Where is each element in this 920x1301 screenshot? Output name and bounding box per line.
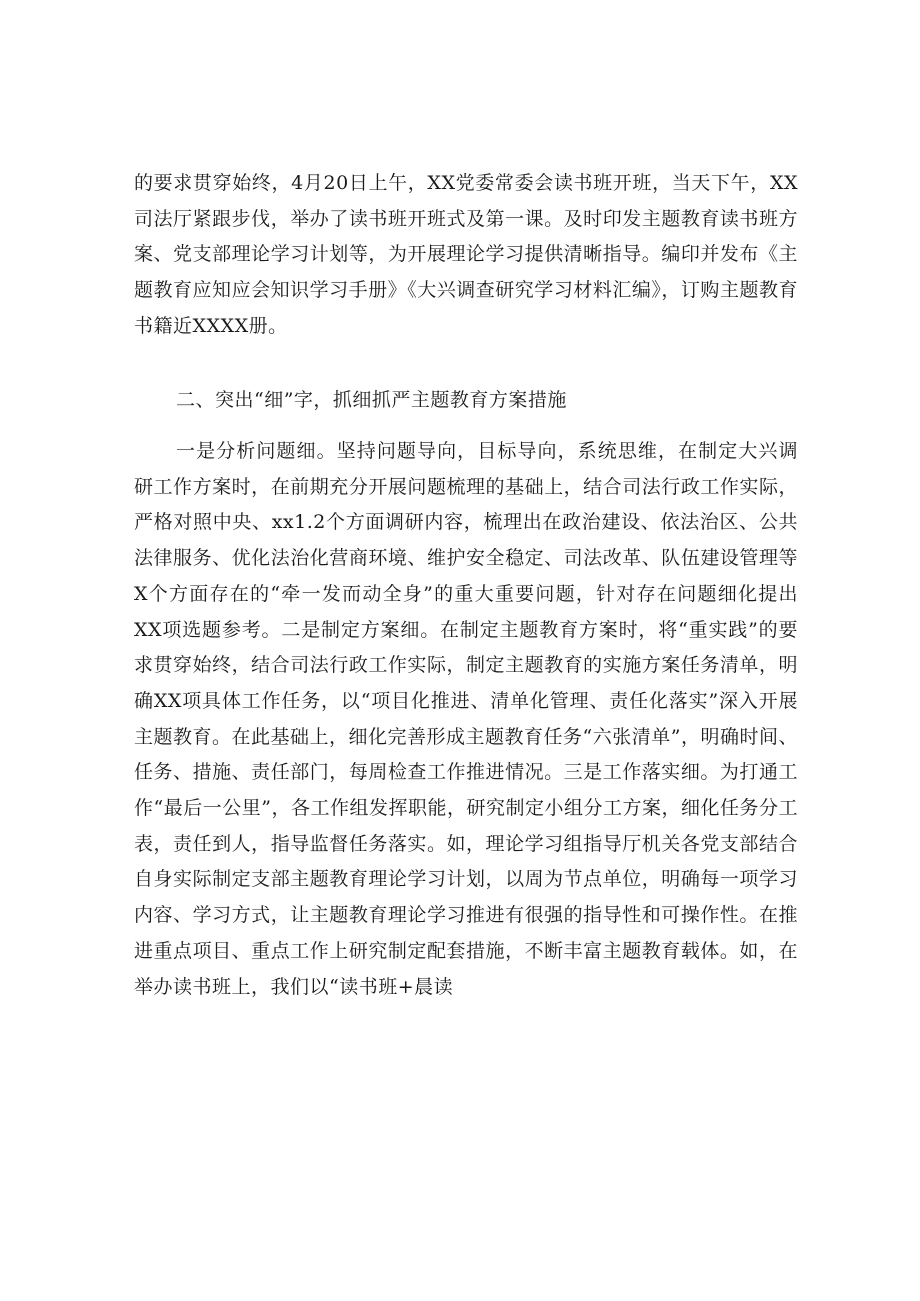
paragraph-continuation: 的要求贯穿始终，4月20日上午，XX党委常委会读书班开班，当天下午，XX司法厅紧跟步伐，举办了读书班开班式及第一课。及时印发主题教育读书班方案、党支部理论学习计划等，为开展理论学习提供清晰指导。编印并发布《主题教育应知应会知识学习手册》《大兴调查研究学习材料汇编》，订购主题教育书籍近XXXX册。 — [134, 172, 798, 337]
paragraph-body: 一是分析问题细。坚持问题导向，目标导向，系统思维，在制定大兴调研工作方案时，在前期充分开展问题梳理的基础上，结合司法行政工作实际，严格对照中央、xx1.2个方面调研内容，梳理出在政治建设、依法治区、公共法律服务、优化法治化营商环境、维护安全稳定、司法改革、队伍建设管理等X个方面存在的“牵一发而动全身”的重大重要问题，针对存在问题细化提出XX项选题参考。二是制定方案细。在制定主题教育方案时，将“重实践”的要求贯穿始终，结合司法行政工作实际，制定主题教育的实施方案任务清单，明确XX项具体工作任务，以“项目化推进、清单化管理、责任化落实”深入开展主题教育。在此基础上，细化完善形成主题教育任务“六张清单”，明确时间、任务、措施、责任部门，每周检查工作推进情况。三是工作落实细。为打通工作“最后一公里”，各工作组发挥职能，研究制定小组分工方案，细化任务分工表，责任到人，指导监督任务落实。如，理论学习组指导厅机关各党支部结合自身实际制定支部主题教育理论学习计划，以周为节点单位，明确每一项学习内容、学习方式，让主题教育理论学习推进有很强的指导性和可操作性。在推进重点项目、重点工作上研究制定配套措施，不断丰富主题教育载体。如，在举办读书班上，我们以“读书班+晨读 — [134, 440, 798, 998]
section-heading: 二、突出“细”字，抓细抓严主题教育方案措施 — [176, 389, 567, 411]
